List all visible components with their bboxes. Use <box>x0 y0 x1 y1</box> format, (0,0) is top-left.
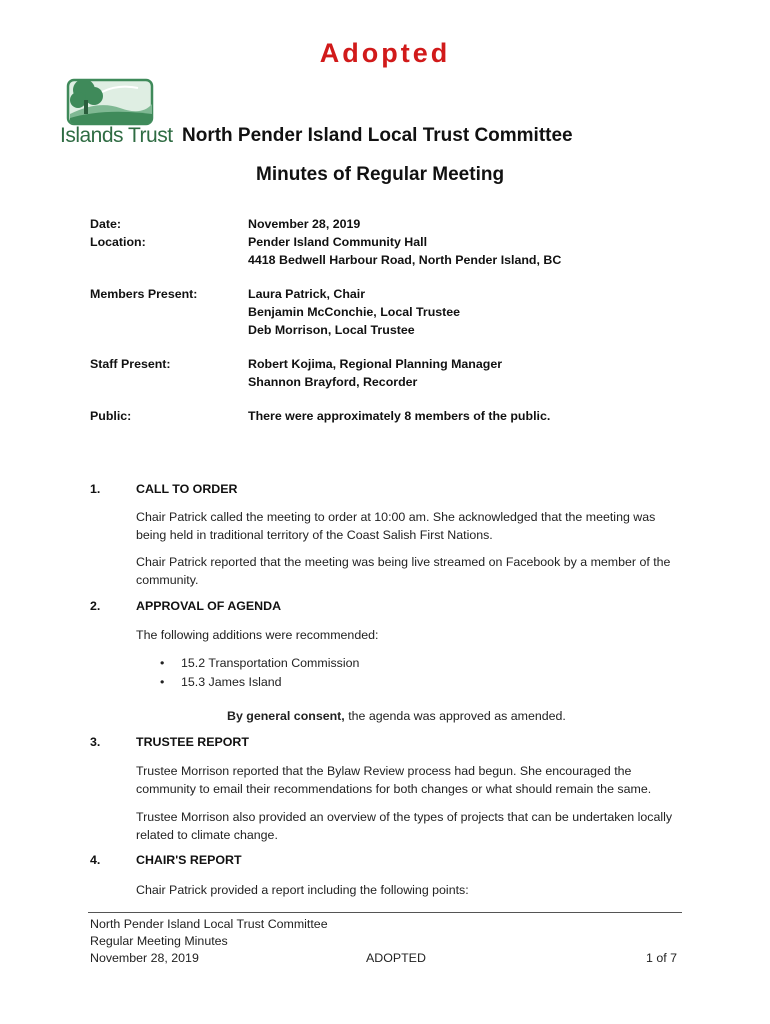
staff-item: Robert Kojima, Regional Planning Manager <box>248 357 503 371</box>
footer-page-number: 1 of 7 <box>646 951 678 965</box>
member-item: Deb Morrison, Local Trustee <box>248 323 415 337</box>
footer-divider <box>88 912 682 913</box>
section-4-number: 4. <box>90 853 101 867</box>
section-1-heading: CALL TO ORDER <box>136 482 238 496</box>
section-2-heading: APPROVAL OF AGENDA <box>136 599 282 613</box>
section-4-heading: CHAIR'S REPORT <box>136 853 242 867</box>
date-label: Date: <box>90 217 121 231</box>
staff-label: Staff Present: <box>90 357 171 371</box>
location-label: Location: <box>90 235 146 249</box>
agenda-consent <box>227 707 627 725</box>
section-2-paragraph-1: The following additions were recommended: <box>136 628 379 642</box>
consent-rest: the agenda was approved as amended. <box>344 709 566 723</box>
section-2-number: 2. <box>90 599 101 613</box>
section-1-number: 1. <box>90 482 101 496</box>
section-3-paragraph-1: Trustee Morrison reported that the Bylaw Review process had begun. She encouraged the community to email their recommendations for both changes or what should remain the same. <box>136 764 652 796</box>
adopted-stamp: Adopted <box>319 38 451 68</box>
section-3-paragraph-2: Trustee Morrison also provided an overview of the types of projects that can be undertaken locally related to climate change. <box>136 810 673 842</box>
date-value: November 28, 2019 <box>248 217 361 231</box>
staff-item: Shannon Brayford, Recorder <box>248 375 418 389</box>
location-line-2: 4418 Bedwell Harbour Road, North Pender Island, BC <box>248 253 562 267</box>
bullet-icon: • <box>160 656 165 670</box>
footer-date: November 28, 2019 <box>90 951 199 965</box>
member-item: Benjamin McConchie, Local Trustee <box>248 305 461 319</box>
section-1-paragraph-1: Chair Patrick called the meeting to order at 10:00 am. She acknowledged that the meeting was being held in traditional territory of the Coast Salish First Nations. <box>136 510 656 542</box>
footer-status: ADOPTED <box>366 951 426 965</box>
public-value: There were approximately 8 members of the public. <box>248 409 551 423</box>
section-4-paragraph-1: Chair Patrick provided a report including the following points: <box>136 883 469 897</box>
bullet-icon: • <box>160 675 165 689</box>
members-label: Members Present: <box>90 287 198 301</box>
footer-committee: North Pender Island Local Trust Committee <box>90 917 328 931</box>
footer-doc-type: Regular Meeting Minutes <box>90 934 228 948</box>
member-item: Laura Patrick, Chair <box>248 287 366 301</box>
document-subtitle: Minutes of Regular Meeting <box>256 164 505 185</box>
public-label: Public: <box>90 409 132 423</box>
logo-wordmark: Islands Trust <box>60 124 173 147</box>
list-item: 15.2 Transportation Commission <box>181 656 360 670</box>
section-3-heading: TRUSTEE REPORT <box>136 735 249 749</box>
location-line-1: Pender Island Community Hall <box>248 235 428 249</box>
list-item: 15.3 James Island <box>181 675 282 689</box>
consent-bold: By general consent, <box>227 709 345 723</box>
section-1-paragraph-2: Chair Patrick reported that the meeting was being live streamed on Facebook by a member of the community. <box>136 555 671 587</box>
document-title: North Pender Island Local Trust Committee <box>182 125 573 146</box>
section-3-number: 3. <box>90 735 101 749</box>
